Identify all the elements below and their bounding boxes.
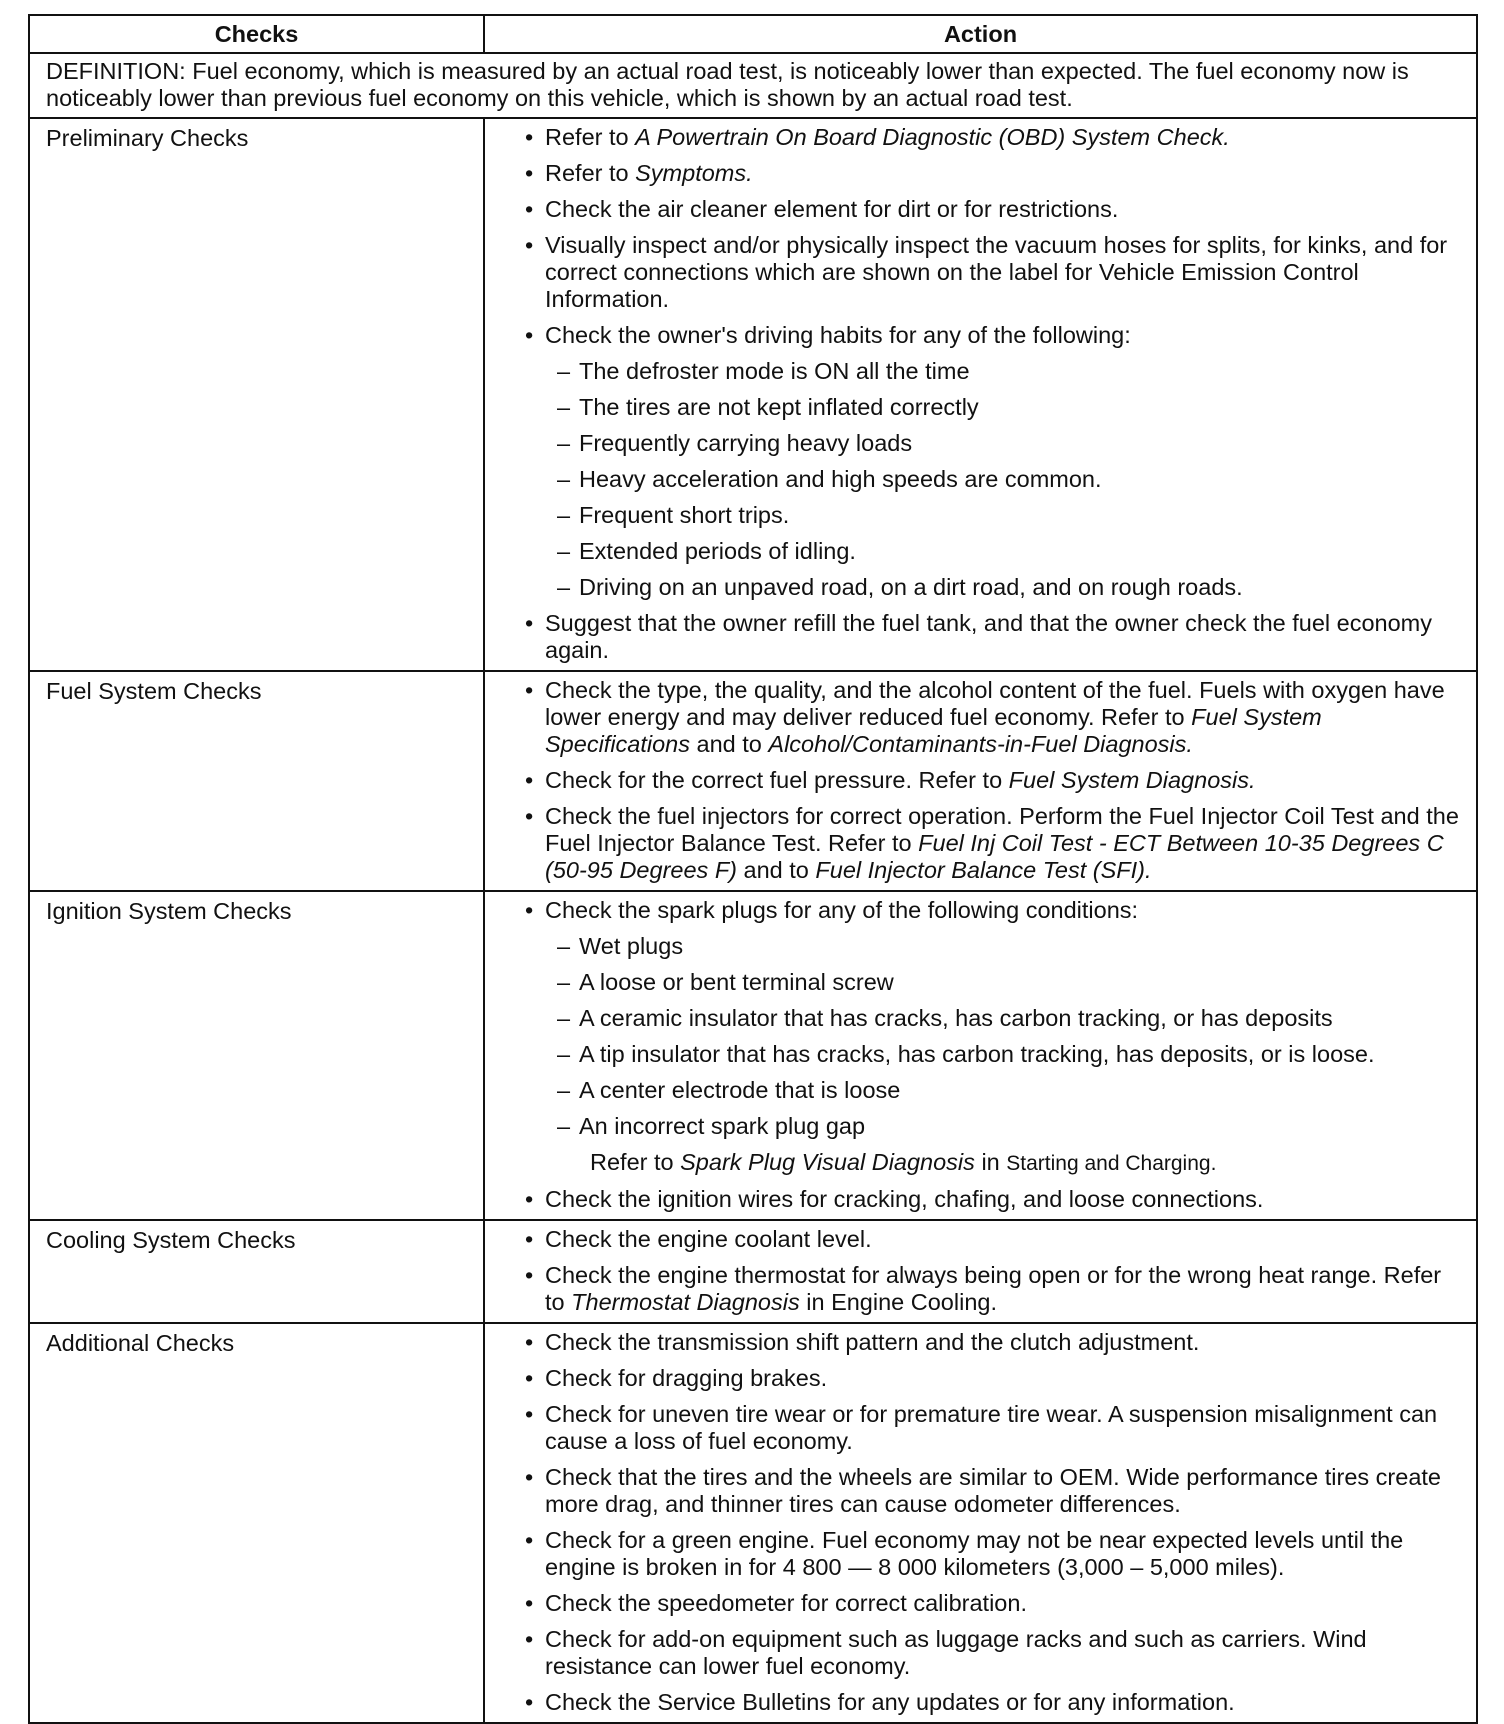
check-category: Fuel System Checks [29,671,484,891]
action-text: Refer to [545,160,636,186]
reference-title: Fuel Inj Coil Test - ECT Between 10-35 Degrees C (50-95 Degrees F) [545,830,1444,883]
action-text: Check the air cleaner element for dirt or for restrictions. [545,196,1119,222]
action-item [525,1365,1466,1392]
action-item [525,1186,1466,1213]
reference-title: Thermostat Diagnosis [571,1289,800,1315]
sub-list [545,358,1466,601]
sub-item: – Frequent short trips. [557,502,1466,529]
section-row [29,1220,1477,1323]
action-text: in Engine Cooling. [799,1289,997,1315]
action-list [525,677,1466,884]
action-cell [484,1220,1477,1323]
section-name: Starting and Charging. [1006,1152,1217,1175]
sub-list [545,933,1466,1140]
check-category: Preliminary Checks [29,118,484,671]
sub-item: – The defroster mode is ON all the time [557,358,1466,385]
action-item [525,1262,1466,1316]
definition-text: DEFINITION: Fuel economy, which is measured by an actual road test, is noticeably lower than expected. The fuel economy now is noticeably lower than previous fuel economy on this vehicle, which is shown by an actual road test. [29,53,1477,118]
action-item [525,1329,1466,1356]
action-item [525,1464,1466,1518]
sub-item: – A ceramic insulator that has cracks, has carbon tracking, or has deposits [557,1005,1466,1032]
reference-title: Fuel System Diagnosis. [1008,767,1256,793]
action-item [525,767,1466,794]
action-item [525,322,1466,601]
header-row [29,15,1477,53]
sub-item: – Frequently carrying heavy loads [557,430,1466,457]
action-item [525,124,1466,151]
action-item [525,232,1466,313]
section-row [29,118,1477,671]
action-item [525,1401,1466,1455]
sub-item: – Wet plugs [557,933,1466,960]
action-text: Check the transmission shift pattern and the clutch adjustment. [545,1329,1200,1355]
action-item [525,677,1466,758]
action-list [525,897,1466,1213]
action-item [525,1527,1466,1581]
section-row [29,671,1477,891]
sub-item: – Driving on an unpaved road, on a dirt road, and on rough roads. [557,574,1466,601]
action-text: Check for a green engine. Fuel economy may not be near expected levels until the engine is broken in for 4 800 — 8 000 kilometers (3,000 – 5,000 miles). [545,1527,1404,1580]
sub-item: – The tires are not kept inflated correctly [557,394,1466,421]
action-item [525,196,1466,223]
action-text: Check the Service Bulletins for any updates or for any information. [545,1689,1235,1715]
sub-item: – A loose or bent terminal screw [557,969,1466,996]
action-text: Check the engine coolant level. [545,1226,872,1252]
action-text: Check the owner's driving habits for any of the following: [545,322,1131,348]
action-text: and to [690,731,769,757]
sub-item: – A tip insulator that has cracks, has carbon tracking, has deposits, or is loose. [557,1041,1466,1068]
action-cell [484,671,1477,891]
action-text: Check the ignition wires for cracking, chafing, and loose connections. [545,1186,1264,1212]
sub-item: – Heavy acceleration and high speeds are common. [557,466,1466,493]
action-text: Check for add-on equipment such as luggage racks and such as carriers. Wind resistance can lower fuel economy. [545,1626,1367,1679]
action-cell [484,891,1477,1220]
action-list [525,1329,1466,1716]
action-text: Check for dragging brakes. [545,1365,828,1391]
section-row [29,891,1477,1220]
action-item [525,1626,1466,1680]
action-item [525,610,1466,664]
action-item [525,1590,1466,1617]
action-list [525,1226,1466,1316]
diagnostic-table-page [28,14,1476,1724]
reference-title: Spark Plug Visual Diagnosis [680,1149,975,1175]
action-list [525,124,1466,664]
section-row [29,1323,1477,1723]
sub-item: – An incorrect spark plug gap [557,1113,1466,1140]
action-cell [484,118,1477,671]
action-text: Check the speedometer for correct calibration. [545,1590,1027,1616]
action-cell [484,1323,1477,1723]
note-text: in [974,1149,1007,1175]
action-item [525,803,1466,884]
action-text: Check the fuel injectors for correct operation. Perform the Fuel Injector Coil Test and the Fuel Injector Balance Test. Refer to [545,803,1459,856]
sub-item: – Extended periods of idling. [557,538,1466,565]
action-item [525,1226,1466,1253]
action-item [525,897,1466,1177]
action-text: Suggest that the owner refill the fuel tank, and that the owner check the fuel economy again. [545,610,1433,663]
action-item [525,1689,1466,1716]
sub-item: – A center electrode that is loose [557,1077,1466,1104]
action-column-header: Action [484,15,1477,53]
definition-row [29,53,1477,118]
check-category: Additional Checks [29,1323,484,1723]
action-text: Refer to [545,124,636,150]
reference-title: A Powertrain On Board Diagnostic (OBD) System Check. [635,124,1230,150]
reference-title: Fuel System Specifications [545,704,1322,757]
action-text: Check the spark plugs for any of the following conditions: [545,897,1139,923]
reference-note [545,1149,1466,1177]
action-text: Visually inspect and/or physically inspect the vacuum hoses for splits, for kinks, and for correct connections which are shown on the label for Vehicle Emission Control Information. [545,232,1448,312]
check-category: Cooling System Checks [29,1220,484,1323]
action-text: Check that the tires and the wheels are similar to OEM. Wide performance tires create more drag, and thinner tires can cause odometer differences. [545,1464,1441,1517]
reference-title: Fuel Injector Balance Test (SFI). [815,857,1152,883]
reference-title: Alcohol/Contaminants-in-Fuel Diagnosis. [768,731,1193,757]
checks-column-header: Checks [29,15,484,53]
action-text: Check the type, the quality, and the alcohol content of the fuel. Fuels with oxygen have lower energy and may deliver reduced fuel economy. Refer to [545,677,1445,730]
reference-title: Symptoms. [635,160,753,186]
check-category: Ignition System Checks [29,891,484,1220]
action-text: and to [737,857,816,883]
action-text: Check the engine thermostat for always being open or for the wrong heat range. Refer to [545,1262,1442,1315]
action-text: Check for uneven tire wear or for premature tire wear. A suspension misalignment can cause a loss of fuel economy. [545,1401,1438,1454]
diagnostic-table [28,14,1478,1724]
note-text: Refer to [590,1149,681,1175]
action-text: Check for the correct fuel pressure. Refer to [545,767,1009,793]
action-item [525,160,1466,187]
